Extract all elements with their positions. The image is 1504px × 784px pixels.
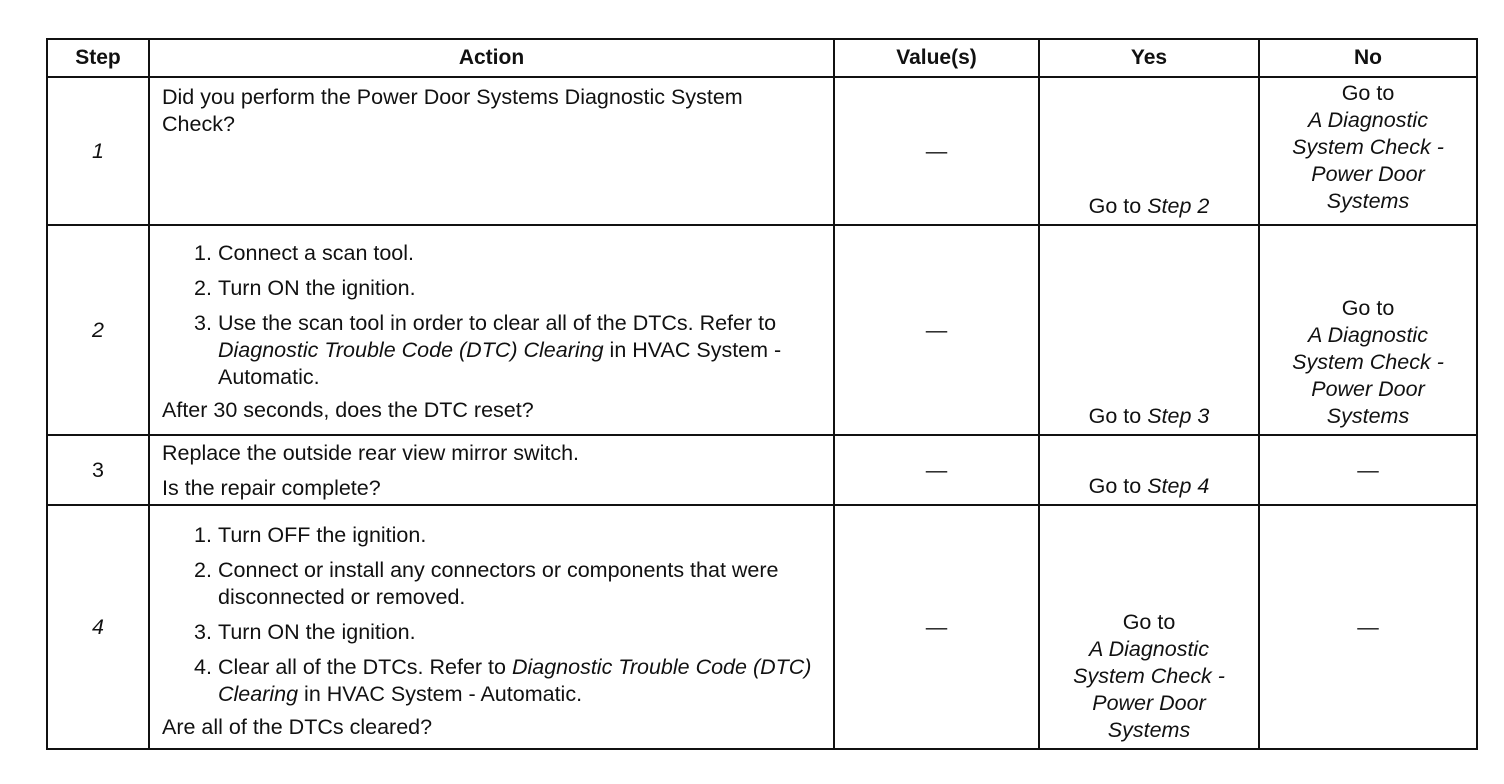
yes-goto: Go to <box>1122 610 1176 634</box>
no-link-line[interactable]: A Diagnostic <box>1308 108 1428 132</box>
yes-prefix: Go to <box>1088 474 1148 498</box>
no-link-line[interactable]: Power Door <box>1311 162 1425 186</box>
yes-step-link[interactable]: Step 3 <box>1147 404 1210 428</box>
step-number: 1 <box>47 77 149 225</box>
step-number: 4 <box>47 505 149 749</box>
table-row <box>47 77 1477 225</box>
action-question: After 30 seconds, does the DTC reset? <box>162 398 534 422</box>
yes-link-line[interactable]: A Diagnostic <box>1089 637 1209 661</box>
yes-link-line[interactable]: Power Door <box>1092 691 1206 715</box>
header-yes: Yes <box>1039 39 1259 77</box>
header-no: No <box>1259 39 1477 77</box>
step-number: 2 <box>47 225 149 435</box>
yes-cell <box>1039 505 1259 749</box>
action-question: Is the repair complete? <box>162 476 381 500</box>
no-link-line[interactable]: System Check - <box>1292 350 1444 374</box>
header-action: Action <box>149 39 834 77</box>
action-cell <box>149 505 834 749</box>
no-link-line[interactable]: A Diagnostic <box>1308 323 1428 347</box>
no-goto: Go to <box>1341 296 1395 320</box>
no-link-line[interactable]: Systems <box>1326 404 1410 428</box>
table-row <box>47 435 1477 505</box>
header-values: Value(s) <box>834 39 1039 77</box>
yes-cell <box>1039 225 1259 435</box>
action-step: 1 . Turn OFF the ignition. <box>218 522 821 549</box>
action-text: Did you perform the Power Door Systems Diagnostic System Check? <box>162 85 743 136</box>
step-number: 3 <box>47 435 149 505</box>
yes-step-link[interactable]: Step 4 <box>1147 474 1210 498</box>
action-cell <box>149 435 834 505</box>
value-cell: — <box>834 505 1039 749</box>
no-link-line[interactable]: Power Door <box>1311 377 1425 401</box>
action-cell <box>149 77 834 225</box>
no-goto: Go to <box>1341 81 1395 105</box>
no-cell: — <box>1259 435 1477 505</box>
no-cell: — <box>1259 505 1477 749</box>
action-question: Are all of the DTCs cleared? <box>162 715 433 739</box>
value-cell: — <box>834 435 1039 505</box>
yes-prefix: Go to <box>1088 404 1148 428</box>
action-step-list <box>162 240 821 391</box>
no-cell <box>1259 225 1477 435</box>
yes-link-line[interactable]: System Check - <box>1073 664 1225 688</box>
header-row <box>47 39 1477 77</box>
action-step: 2 . Connect or install any connectors or components that were disconnected or removed. <box>218 557 821 611</box>
action-cell <box>149 225 834 435</box>
action-text: Replace the outside rear view mirror switch. <box>162 441 580 465</box>
no-link-line[interactable]: System Check - <box>1292 135 1444 159</box>
yes-cell <box>1039 435 1259 505</box>
action-step: 3 . Turn ON the ignition. <box>218 619 821 646</box>
yes-cell <box>1039 77 1259 225</box>
action-step: 3 . Use the scan tool in order to clear all of the DTCs. Refer to Diagnostic Trouble Code (DTC) Clearing in HVAC System - Automatic. <box>218 310 821 391</box>
no-cell <box>1259 77 1477 225</box>
action-step-list <box>162 522 821 708</box>
yes-prefix: Go to <box>1088 194 1148 218</box>
table-row <box>47 225 1477 435</box>
header-step: Step <box>47 39 149 77</box>
yes-link-line[interactable]: Systems <box>1107 718 1191 742</box>
diagnostic-table <box>46 38 1478 750</box>
table-row <box>47 505 1477 749</box>
value-cell: — <box>834 77 1039 225</box>
action-step: 2 . Turn ON the ignition. <box>218 275 821 302</box>
no-link-line[interactable]: Systems <box>1326 189 1410 213</box>
action-step: 4 . Clear all of the DTCs. Refer to Diagnostic Trouble Code (DTC) Clearing in HVAC System - Automatic. <box>218 654 821 708</box>
value-cell: — <box>834 225 1039 435</box>
yes-step-link[interactable]: Step 2 <box>1147 194 1210 218</box>
action-step: 1 . Connect a scan tool. <box>218 240 821 267</box>
